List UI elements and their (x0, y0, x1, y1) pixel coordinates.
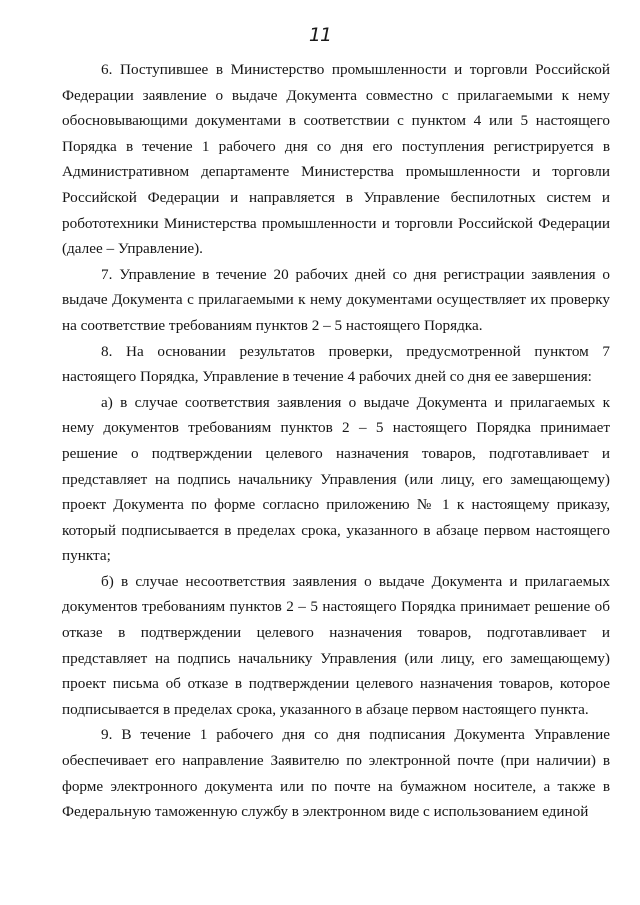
paragraph-7: 7. Управление в течение 20 рабочих дней со дня регистрации заявления о выдаче Документа с прилагаемыми к нему документами осуществляет их проверку на соответствие требованиям пунктов 2 – 5 настоящего Порядка. (62, 265, 610, 334)
page-number: 11 (308, 24, 332, 46)
paragraph-8b: б) в случае несоответствия заявления о выдаче Документа и прилагаемых документов требованиям пунктов 2 – 5 настоящего Порядка принимает решение об отказе в подтверждении целевого назначения товаров, подготавливает и представляет на подпись начальнику Управления (или лицу, его замещающему) проект письма об отказе в подтверждении целевого назначения товаров, которое подписывается в пределах срока, указанного в абзаце первом настоящего пункта. (62, 572, 610, 718)
paragraph-8: 8. На основании результатов проверки, предусмотренной пунктом 7 настоящего Порядка, Управление в течение 4 рабочих дней со дня ее завершения: (62, 342, 610, 386)
document-body (62, 57, 610, 825)
paragraph-9: 9. В течение 1 рабочего дня со дня подписания Документа Управление обеспечивает его направление Заявителю по электронной почте (при наличии) в форме электронного документа или по почте на бумажном носителе, а также в Федеральную таможенную службу в электронном виде с использованием единой (62, 726, 610, 821)
paragraph-8a: а) в случае соответствия заявления о выдаче Документа и прилагаемых к нему документов требованиям пунктов 2 – 5 настоящего Порядка принимает решение о подтверждении целевого назначения товаров, подготавливает и представляет на подпись начальнику Управления (или лицу, его замещающему) проект Документа по форме согласно приложению № 1 к настоящему приказу, который подписывается в пределах срока, указанного в абзаце первом настоящего пункта; (62, 393, 610, 565)
paragraph-6: 6. Поступившее в Министерство промышленности и торговли Российской Федерации заявление о выдаче Документа совместно с прилагаемыми к нему обосновывающими документами в соответствии с пунктом 4 или 5 настоящего Порядка в течение 1 рабочего дня со дня его поступления регистрируется в Административном департаменте Министерства промышленности и торговли Российской Федерации и направляется в Управление беспилотных систем и робототехники Министерства промышленности и торговли Российской Федерации (далее – Управление). (62, 61, 610, 258)
